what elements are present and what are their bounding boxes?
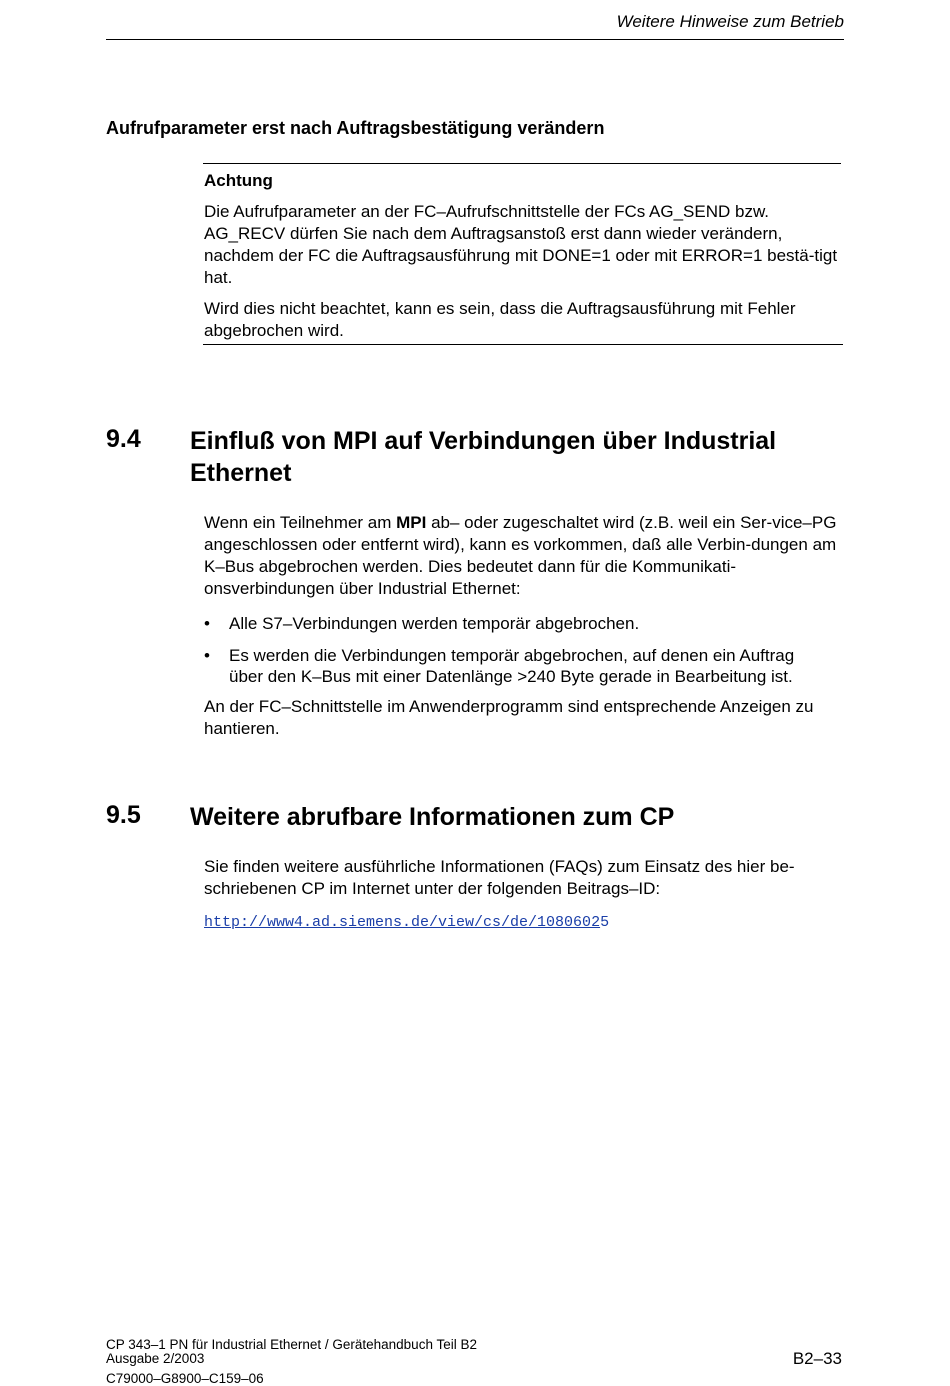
faq-link[interactable]: [204, 914, 609, 931]
note-rule-top: [203, 163, 841, 164]
section-intro-paragraph: [204, 512, 844, 600]
bullet-icon: •: [204, 614, 210, 633]
section-title: Einfluß von MPI auf Verbindungen über Industrial Ethernet: [190, 427, 777, 487]
note-rule-bottom: [203, 344, 843, 345]
bullet-icon: •: [204, 646, 210, 665]
note-title: Achtung: [204, 171, 273, 190]
running-header-title: Weitere Hinweise zum Betrieb: [616, 12, 844, 31]
section-number: 9.4: [106, 425, 141, 453]
intro-text-post: ab– oder zugeschaltet wird (z.B. weil ein Ser-vice–PG angeschlossen oder entfernt wird), kann es vorkommen, daß alle Verbin-dungen am K–Bus abgebrochen werden. Dies bedeutet dann für die Kommunikati-onsverbindungen über Industrial Ethernet:: [204, 513, 837, 598]
faq-link-url[interactable]: http://www4.ad.siemens.de/view/cs/de/1080602: [204, 914, 601, 931]
note-paragraph-1: Die Aufrufparameter an der FC–Aufrufschnittstelle der FCs AG_SEND bzw. AG_RECV dürfen Sie nach dem Auftragsanstoß erst dann wieder verändern, nachdem der FC die Auftragsausführung mit DONE=1 oder mit ERROR=1 bestä-tigt hat.: [204, 202, 838, 287]
intro-text-bold: MPI: [396, 513, 427, 532]
section-outro-paragraph: An der FC–Schnittstelle im Anwenderprogramm sind entsprechende Anzeigen zu hantieren.: [204, 697, 814, 738]
note-paragraph-2: Wird dies nicht beachtet, kann es sein, dass die Auftragsausführung mit Fehler abgebrochen wird.: [204, 299, 796, 340]
faq-link-suffix: 5: [600, 914, 610, 931]
list-item-text: Alle S7–Verbindungen werden temporär abgebrochen.: [229, 614, 640, 633]
list-item-text: Es werden die Verbindungen temporär abgebrochen, auf denen ein Auftrag über den K–Bus mit einer Datenlänge >240 Byte gerade in Bearbeitung ist.: [229, 646, 795, 686]
section-number: 9.5: [106, 801, 141, 829]
subsection-heading: Aufrufparameter erst nach Auftragsbestätigung verändern: [106, 118, 605, 138]
page-number: B2–33: [792, 1349, 842, 1368]
section-title: Weitere abrufbare Informationen zum CP: [190, 803, 675, 831]
intro-text-pre: Wenn ein Teilnehmer am: [204, 513, 397, 532]
footer-document-title: CP 343–1 PN für Industrial Ethernet / Gerätehandbuch Teil B2: [106, 1337, 477, 1352]
header-rule: [106, 39, 844, 40]
footer-order-number: C79000–G8900–C159–06: [106, 1371, 264, 1386]
section-paragraph: Sie finden weitere ausführliche Informationen (FAQs) zum Einsatz des hier be-schriebenen CP im Internet unter der folgenden Beitrags–ID:: [204, 857, 795, 898]
footer-edition: Ausgabe 2/2003: [106, 1351, 205, 1366]
